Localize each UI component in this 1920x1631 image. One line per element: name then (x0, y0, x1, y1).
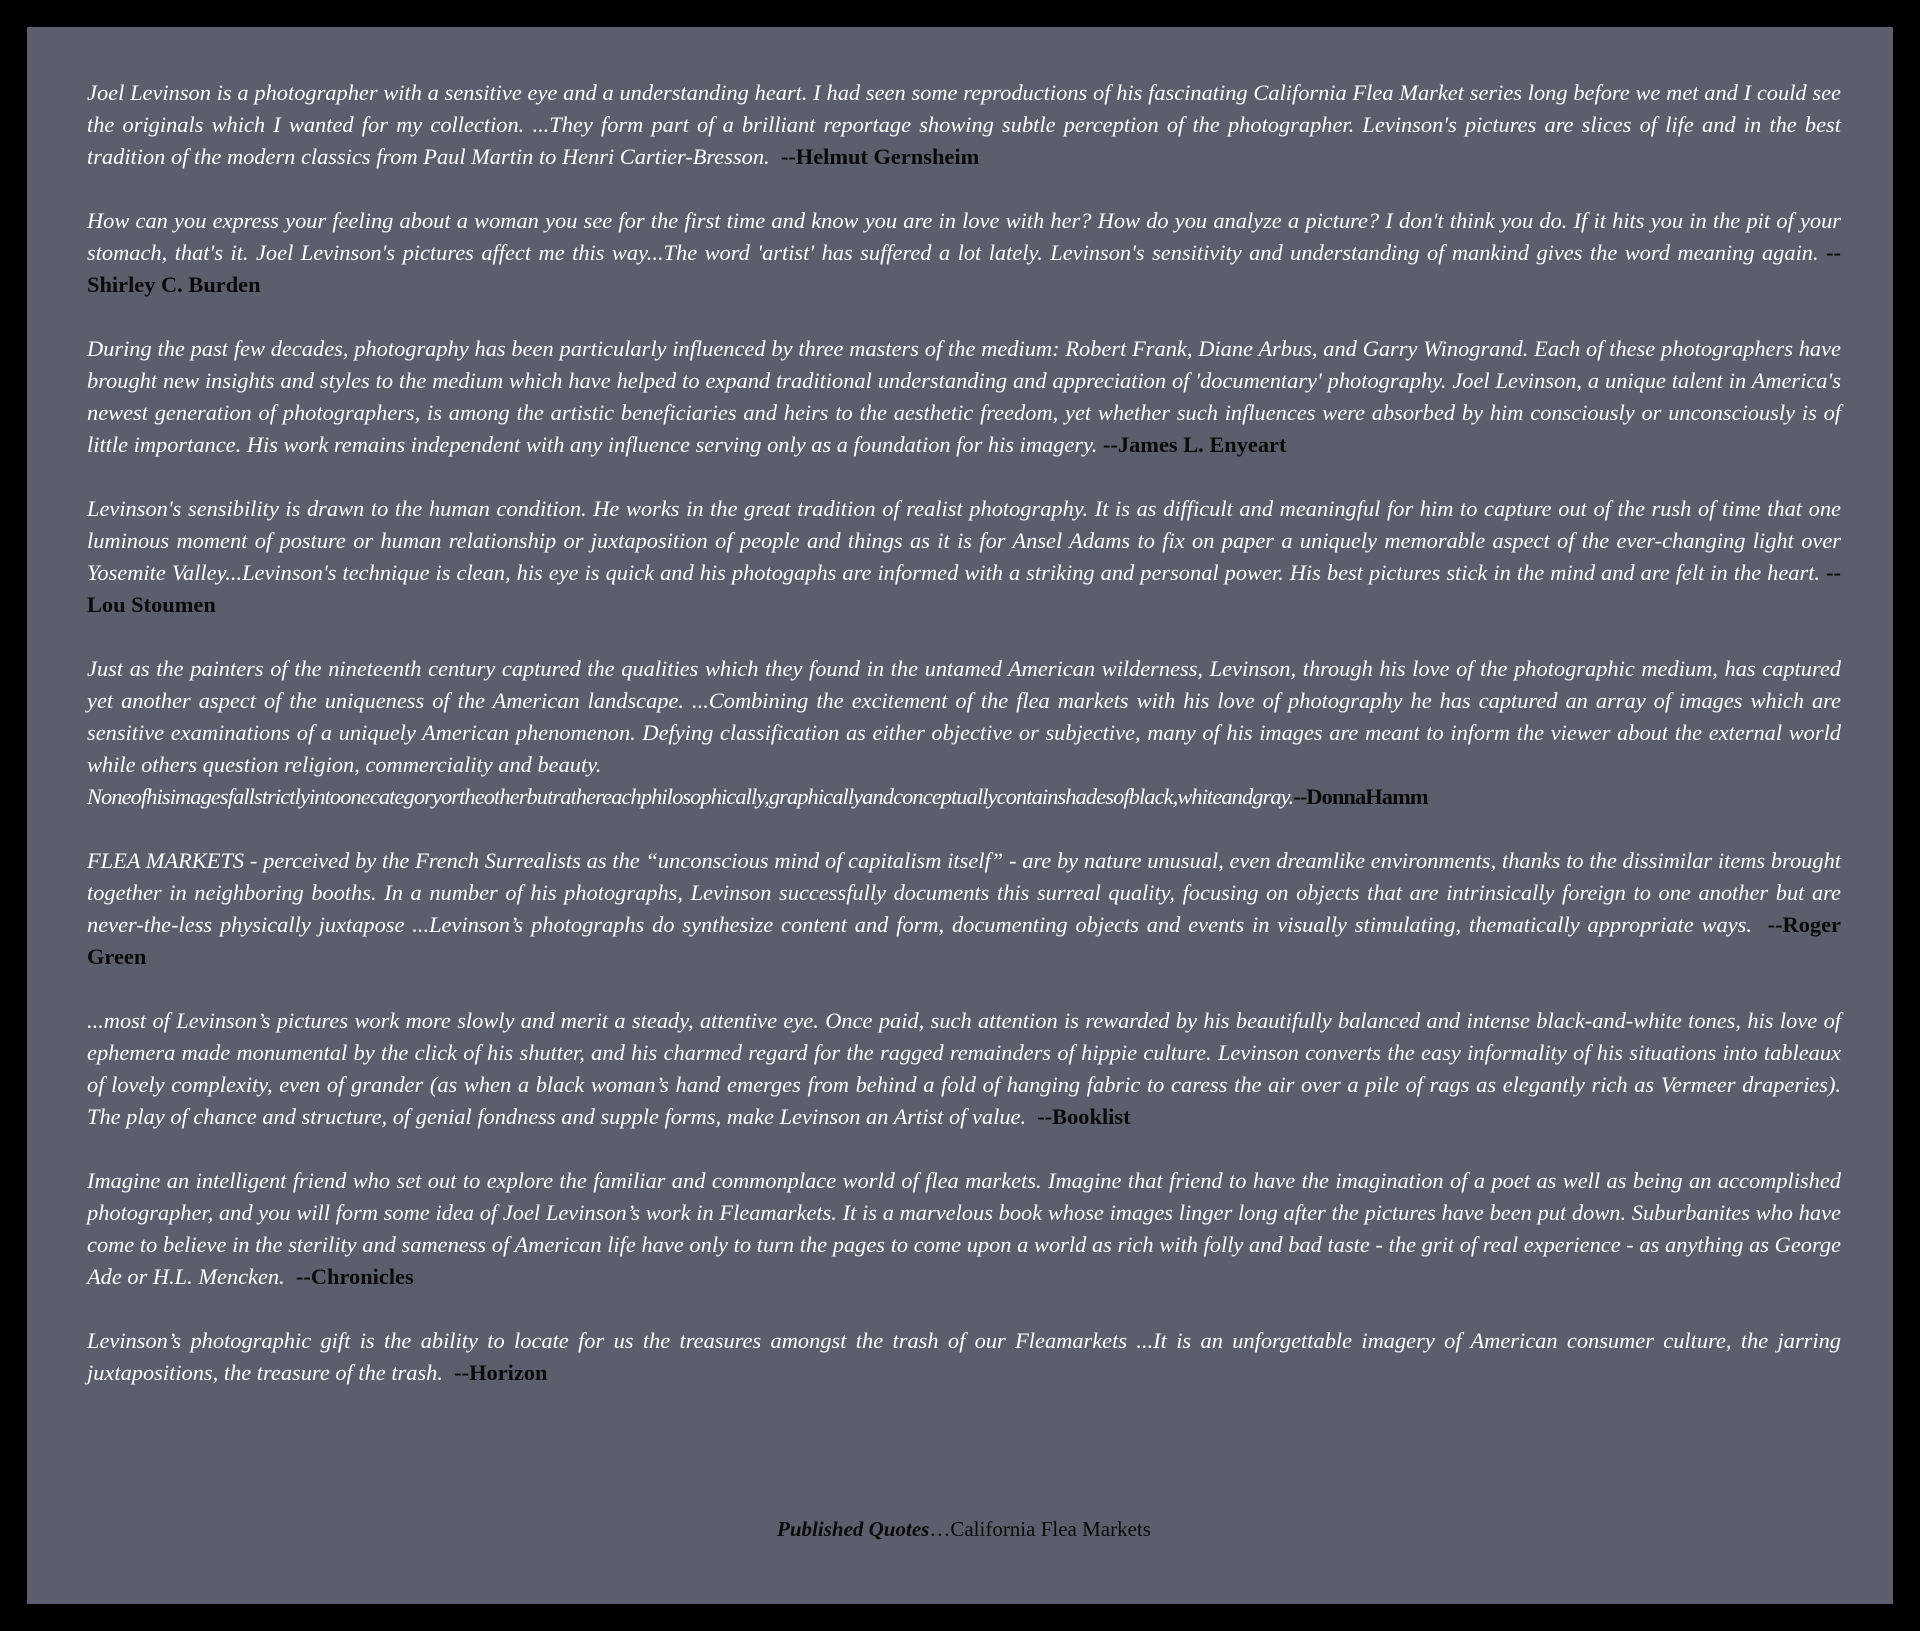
quote-chronicles (87, 1165, 1841, 1293)
quote-text: Levinson’s photographic gift is the ability to locate for us the treasures amongst the trash of our Fleamarkets ...It is an unforgettable imagery of American consumer culture, the jarring juxtapositions, the treasure of the trash. (87, 1328, 1841, 1385)
quote-booklist (87, 1005, 1841, 1133)
quote-text: ...most of Levinson’s pictures work more slowly and merit a steady, attentive eye. Once paid, such attention is rewarded by his beautifully balanced and intense black-and-white tones, his love of ephemera made monumental by the click of his shutter, and his charmed regard for the ragged remainders of hippie culture. Levinson converts the easy informality of his situations into tableaux of lovely complexity, even of grander (as when a black woman’s hand emerges from behind a fold of hanging fabric to caress the air over a pile of rags as elegantly rich as Vermeer draperies). The play of chance and structure, of genial fondness and supple forms, make Levinson an Artist of value. (87, 1008, 1841, 1129)
quote-text: Levinson's sensibility is drawn to the human condition. He works in the great tradition of realist photography. It is as difficult and meaningful for him to capture out of the rush of time that one luminous moment of posture or human relationship or juxtaposition of people and things as it is for Ansel Adams to fix on paper a uniquely memorable aspect of the ever-changing light over Yosemite Valley...Levinson's technique is clean, his eye is quick and his photogaphs are informed with a striking and personal power. His best pictures stick in the mind and are felt in the heart. (87, 496, 1841, 585)
quotes-list (87, 77, 1841, 1421)
page-footer (87, 1517, 1841, 1542)
quote-green (87, 845, 1841, 973)
quote-enyeart (87, 333, 1841, 461)
quote-author: --Horizon (454, 1360, 548, 1385)
quote-author: --Chronicles (295, 1264, 414, 1289)
quote-text: FLEA MARKETS - perceived by the French Surrealists as the “unconscious mind of capitalism itself” - are by nature unusual, even dreamlike environments, thanks to the dissimilar items brought together in neighboring booths. In a number of his photographs, Levinson successfully documents this surreal quality, focusing on objects that are intrinsically foreign to one another but are never-the-less physically juxtapose ...Levinson’s photographs do synthesize content and form, documenting objects and events in visually stimulating, thematically appropriate ways. (87, 848, 1841, 937)
quote-hamm (87, 653, 1841, 813)
quote-author: --James L. Enyeart (1102, 432, 1287, 457)
quote-text: During the past few decades, photography has been particularly influenced by three masters of the medium: Robert Frank, Diane Arbus, and Garry Winogrand. Each of these photographers have brought new insights and styles to the medium which have helped to expand traditional understanding and appreciation of 'documentary' photography. Joel Levinson, a unique talent in America's newest generation of photographers, is among the artistic beneficiaries and heirs to the aesthetic freedom, yet whether such influences were absorbed by him consciously or unconsciously is of little importance. His work remains independent with any influence serving only as a foundation for his imagery. (87, 336, 1841, 457)
quote-text: Joel Levinson is a photographer with a sensitive eye and a understanding heart. I had seen some reproductions of his fascinating California Flea Market series long before we met and I could see the originals which I wanted for my collection. ...They form part of a brilliant reportage showing subtle perception of the photographer. Levinson's pictures are slices of life and in the best tradition of the modern classics from Paul Martin to Henri Cartier-Bresson. (87, 80, 1841, 169)
quote-author: --Helmut Gernsheim (780, 144, 980, 169)
quote-text: Just as the painters of the nineteenth century captured the qualities which they found in the untamed American wilderness, Levinson, through his love of the photographic medium, has captured yet another aspect of the uniqueness of the American landscape. ...Combining the excitement of the flea markets with his love of photography he has captured an array of images which are sensitive examinations of a uniquely American phenomenon. Defying classification as either objective or subjective, many of his images are meant to inform the viewer about the external world while others question religion, commerciality and beauty. (87, 656, 1841, 777)
quote-author: --DonnaHamm (1293, 784, 1428, 809)
quote-gernsheim (87, 77, 1841, 173)
footer-title: …California Flea Markets (929, 1517, 1151, 1541)
quote-author: --Roger Green (87, 912, 1841, 969)
quote-tail-text (87, 784, 1428, 809)
quotes-panel (27, 27, 1893, 1604)
quote-text-tail: Noneofhisimagesfallstrictlyintoonecategoryortheotherbutrathereachphilosophically,graphicallyandconceptuallycontainshadesofblack,whiteandgray. (87, 784, 1294, 809)
quote-stoumen (87, 493, 1841, 621)
quote-text: Imagine an intelligent friend who set out to explore the familiar and commonplace world of flea markets. Imagine that friend to have the imagination of a poet as well as being an accomplished photographer, and you will form some idea of Joel Levinson’s work in Fleamarkets. It is a marvelous book whose images linger long after the pictures have been put down. Suburbanites who have come to believe in the sterility and sameness of American life have only to turn the pages to come upon a world as rich with folly and bad taste - the grit of real experience - as anything as George Ade or H.L. Mencken. (87, 1168, 1841, 1289)
quote-horizon (87, 1325, 1841, 1389)
footer-lead: Published Quotes (777, 1517, 930, 1541)
quote-author: --Shirley C. Burden (87, 240, 1841, 297)
quote-burden (87, 205, 1841, 301)
quote-author: --Lou Stoumen (87, 560, 1842, 617)
quote-text: How can you express your feeling about a woman you see for the first time and know you are in love with her? How do you analyze a picture? I don't think you do. If it hits you in the pit of your stomach, that's it. Joel Levinson's pictures affect me this way...The word 'artist' has suffered a lot lately. Levinson's sensitivity and understanding of mankind gives the word meaning again. (87, 208, 1841, 265)
quote-author: --Booklist (1037, 1104, 1131, 1129)
